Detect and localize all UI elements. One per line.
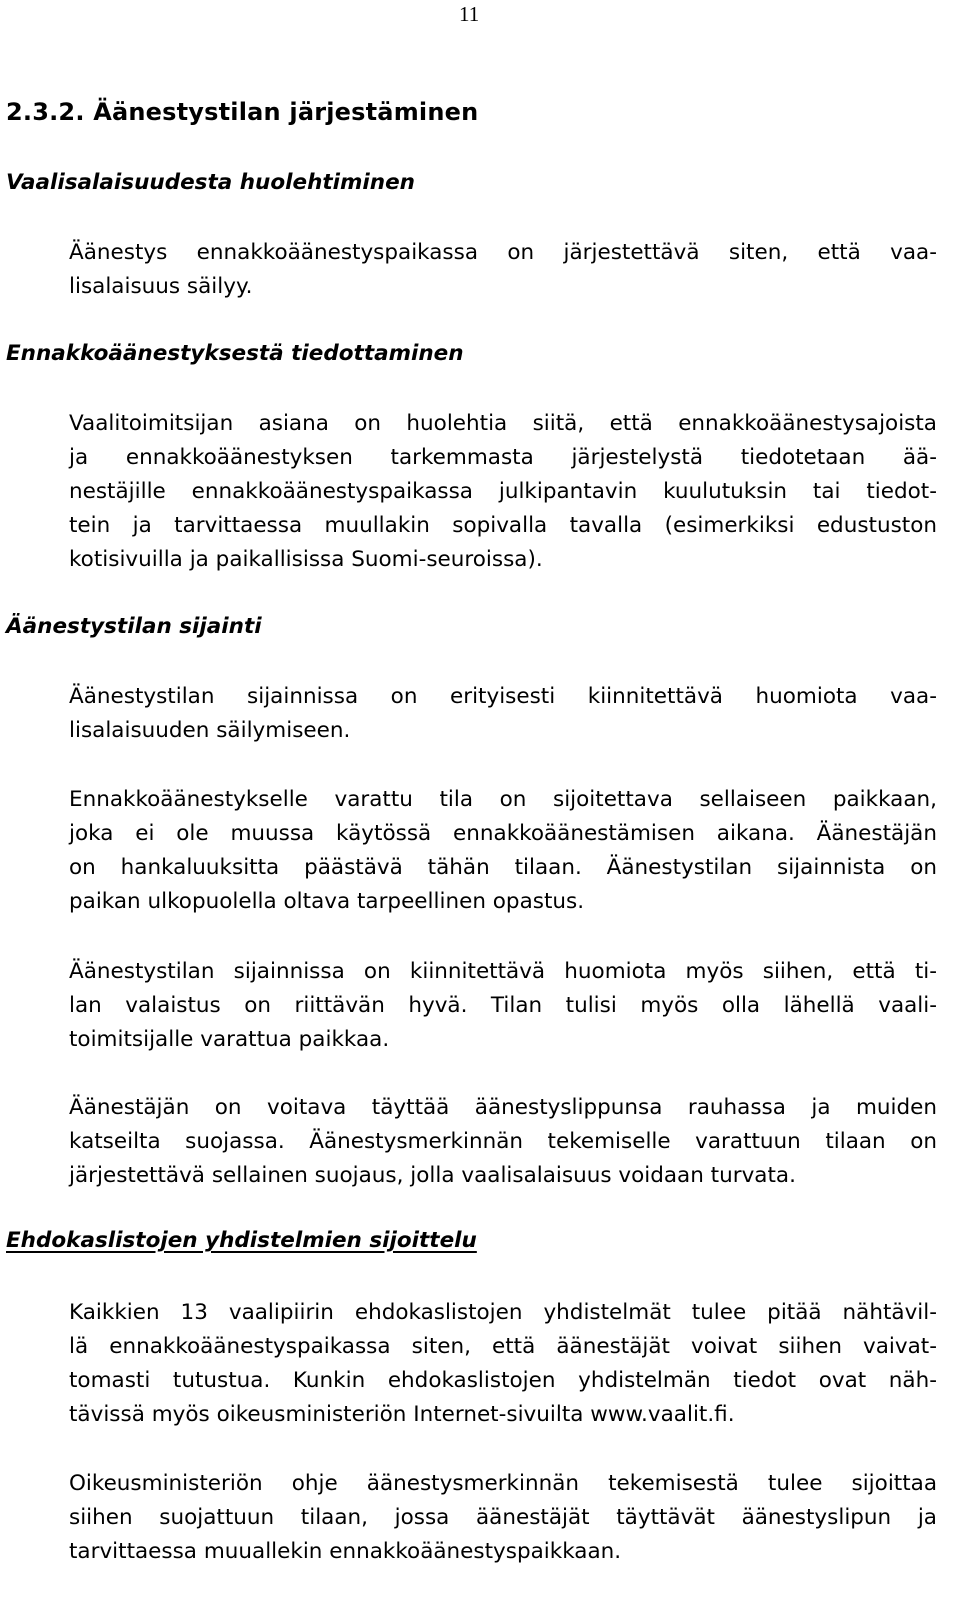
text-line: tein ja tarvittaessa muullakin sopivalla tavalla (esimerkiksi edustuston	[69, 513, 937, 538]
text-line: lisalaisuus säilyy.	[69, 274, 253, 299]
paragraph	[69, 1467, 937, 1569]
text-line: Ennakkoäänestykselle varattu tila on sijoitettava sellaiseen paikkaan,	[69, 787, 937, 812]
text-line: lan valaistus on riittävän hyvä. Tilan tulisi myös olla lähellä vaali-	[69, 993, 937, 1018]
text-line: lä ennakkoäänestyspaikassa siten, että äänestäjät voivat siihen vaivat-	[69, 1334, 937, 1359]
text-line: Oikeusministeriön ohje äänestysmerkinnän tekemisestä tulee sijoittaa	[69, 1471, 937, 1496]
text-line: kotisivuilla ja paikallisissa Suomi-seuroissa).	[69, 547, 543, 572]
text-line: tävissä myös oikeusministeriön Internet-sivuilta www.vaalit.fi.	[69, 1402, 735, 1427]
text-line: Vaalitoimitsijan asiana on huolehtia siitä, että ennakkoäänestysajoista	[69, 411, 937, 436]
paragraph	[69, 1296, 937, 1432]
text-line: joka ei ole muussa käytössä ennakkoäänestämisen aikana. Äänestäjän	[69, 821, 937, 846]
paragraph	[69, 236, 937, 304]
paragraph	[69, 1091, 937, 1193]
page-number: 11	[459, 2, 480, 26]
text-line: on hankaluuksitta päästävä tähän tilaan. Äänestystilan sijainnista on	[69, 855, 937, 880]
subheading-tiedottaminen: Ennakkoäänestyksestä tiedottaminen	[6, 341, 464, 366]
text-line: tarvittaessa muuallekin ennakkoäänestyspaikkaan.	[69, 1539, 622, 1564]
paragraph	[69, 680, 937, 748]
text-line: toimitsijalle varattua paikkaa.	[69, 1027, 390, 1052]
text-line: Äänestystilan sijainnissa on kiinnitettävä huomiota myös siihen, että ti-	[69, 959, 937, 984]
text-line: siihen suojattuun tilaan, jossa äänestäjät täyttävät äänestyslipun ja	[69, 1505, 937, 1530]
text-line: nestäjille ennakkoäänestyspaikassa julkipantavin kuulutuksin tai tiedot-	[69, 479, 937, 504]
text-line: lisalaisuuden säilymiseen.	[69, 718, 351, 743]
subheading-ehdokaslistat: Ehdokaslistojen yhdistelmien sijoittelu	[6, 1228, 477, 1253]
text-line: järjestettävä sellainen suojaus, jolla vaalisalaisuus voidaan turvata.	[69, 1163, 796, 1188]
text-line: ja ennakkoäänestyksen tarkemmasta järjestelystä tiedotetaan ää-	[69, 445, 937, 470]
text-line: katseilta suojassa. Äänestysmerkinnän tekemiselle varattuun tilaan on	[69, 1129, 937, 1154]
text-line: Äänestys ennakkoäänestyspaikassa on järjestettävä siten, että vaa-	[69, 240, 937, 265]
subheading-vaalisalaisuus: Vaalisalaisuudesta huolehtiminen	[6, 170, 415, 195]
subheading-sijainti: Äänestystilan sijainti	[6, 614, 262, 639]
paragraph	[69, 783, 937, 919]
text-line: Kaikkien 13 vaalipiirin ehdokaslistojen yhdistelmät tulee pitää nähtävil-	[69, 1300, 937, 1325]
text-line: tomasti tutustua. Kunkin ehdokaslistojen yhdistelmän tiedot ovat näh-	[69, 1368, 937, 1393]
text-line: Äänestystilan sijainnissa on erityisesti kiinnitettävä huomiota vaa-	[69, 684, 937, 709]
paragraph	[69, 955, 937, 1057]
section-heading: 2.3.2. Äänestystilan järjestäminen	[6, 98, 479, 126]
text-line: paikan ulkopuolella oltava tarpeellinen opastus.	[69, 889, 585, 914]
paragraph	[69, 407, 937, 577]
text-line: Äänestäjän on voitava täyttää äänestyslippunsa rauhassa ja muiden	[69, 1095, 937, 1120]
